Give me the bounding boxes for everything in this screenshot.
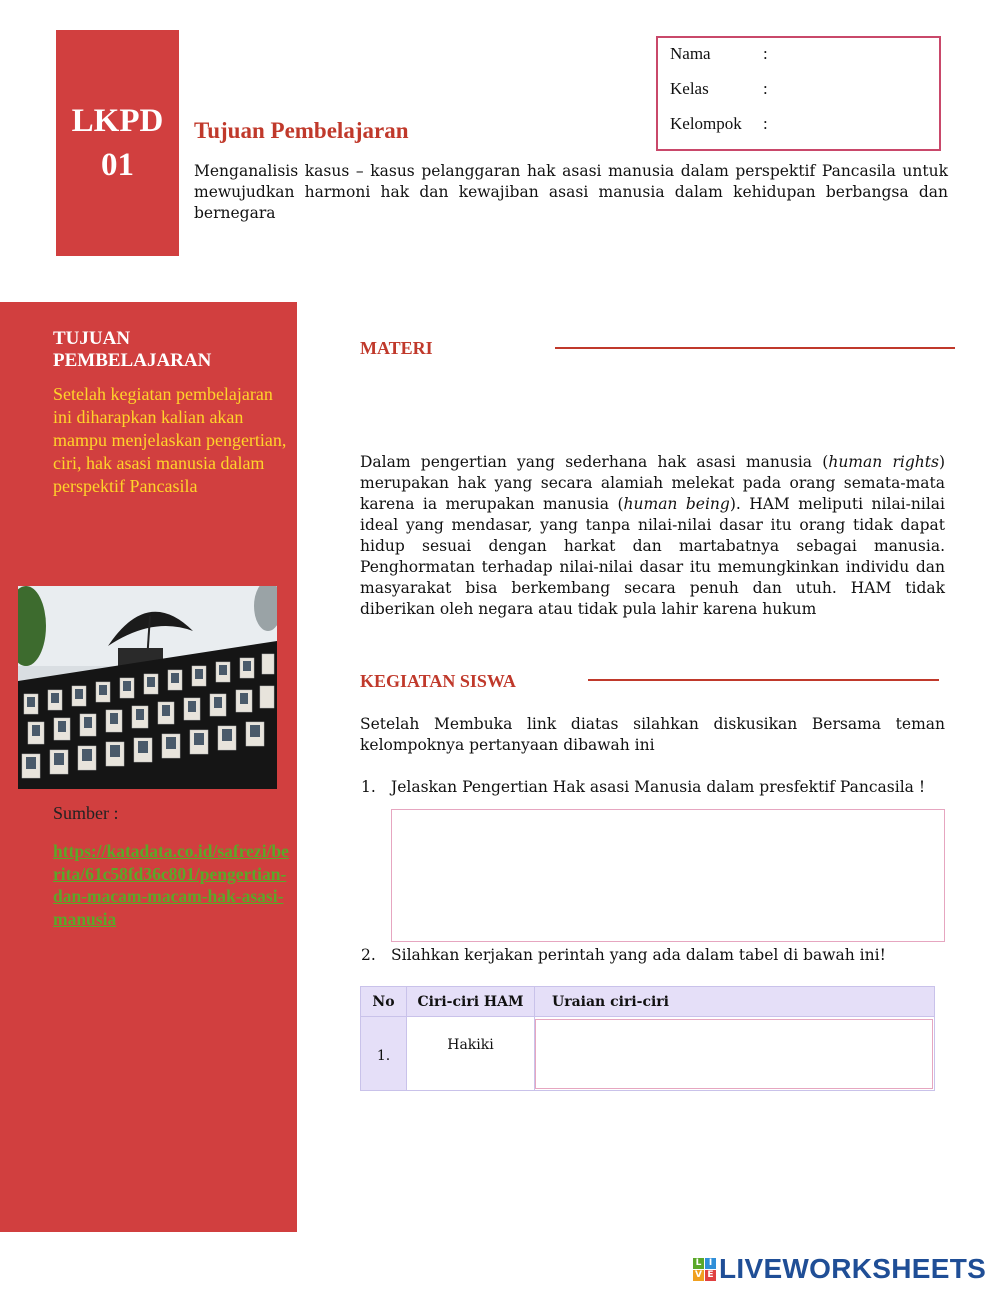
human-rights-photo	[18, 586, 277, 789]
page-title: Tujuan Pembelajaran	[194, 118, 409, 143]
student-identity-box	[656, 36, 941, 151]
name-colon: :	[763, 44, 768, 63]
materi-text-part1: Dalam pengertian yang sederhana hak asasi manusia (	[360, 453, 829, 471]
logo-text: LIVEWORKSHEETS	[719, 1253, 987, 1284]
materi-italic-term2: human being	[623, 495, 730, 513]
kegiatan-divider	[588, 679, 939, 681]
liveworksheets-logo	[693, 1253, 986, 1285]
group-label: Kelompok	[670, 114, 742, 133]
table-header-no: No	[360, 986, 407, 1017]
table-row-1-no: 1.	[360, 1016, 407, 1091]
question-2-text: Silahkan kerjakan perintah yang ada dalam tabel di bawah ini!	[391, 946, 886, 964]
table-row-1-uraian-cell	[534, 1016, 935, 1091]
materi-italic-term1: human rights	[828, 453, 939, 471]
lkpd-badge	[56, 30, 179, 256]
class-field[interactable]	[670, 79, 709, 99]
table-row-1-ciri: Hakiki	[406, 1016, 535, 1091]
table-row-1-uraian-input[interactable]	[535, 1019, 933, 1089]
lkpd-label: LKPD	[71, 103, 164, 139]
source-label: Sumber :	[53, 803, 119, 823]
learning-objective-text: Menganalisis kasus – kasus pelanggaran hak asasi manusia dalam perspektif Pancasila untuk mewujudkan harmoni hak dan kewajiban asasi manusia dalam kehidupan berbangsa dan bernegara	[194, 162, 948, 222]
kegiatan-heading: KEGIATAN SISWA	[360, 671, 516, 691]
class-label: Kelas	[670, 79, 709, 98]
logo-letter-v: V	[693, 1270, 704, 1281]
kegiatan-intro: Setelah Membuka link diatas silahkan diskusikan Bersama teman kelompoknya pertanyaan dibawah ini	[360, 715, 945, 754]
group-colon: :	[763, 114, 768, 133]
sidebar-objective-text: Setelah kegiatan pembelajaran ini diharapkan kalian akan mampu menjelaskan pengertian, ciri, hak asasi manusia dalam perspektif Pancasila	[53, 384, 287, 496]
ham-table	[360, 986, 935, 1091]
question-1-text: Jelaskan Pengertian Hak asasi Manusia dalam presfektif Pancasila !	[391, 778, 926, 796]
question-2-number: 2.	[361, 946, 376, 964]
logo-letter-e: E	[705, 1270, 716, 1281]
materi-paragraph	[360, 452, 945, 620]
sidebar-heading: TUJUAN PEMBELAJARAN	[53, 328, 212, 371]
table-header-uraian: Uraian ciri-ciri	[534, 986, 935, 1017]
logo-letter-l: L	[693, 1258, 704, 1269]
class-colon: :	[763, 79, 768, 98]
materi-text-part2: ) merupakan hak yang secara alamiah melekat pada orang semata-mata karena ia merupakan manusia (	[360, 453, 945, 513]
name-field[interactable]	[670, 44, 711, 64]
materi-text-part3: ). HAM meliputi nilai-nilai ideal yang mendasar, yang tanpa nilai-nilai dasar itu orang tidak dapat hidup sesuai dengan harkat dan martabatnya sebagai manusia. Penghormatan terhadap nilai-nilai dasar itu memungkinkan individu dan masyarakat bisa berkembang secara penuh dan utuh. HAM tidak diberikan oleh negara atau tidak pula lahir karena hukum	[360, 495, 945, 618]
source-link[interactable]: https://katadata.co.id/safrezi/berita/61c58fd36c801/pengertian-dan-macam-macam-hak-asasi-manusia	[53, 841, 289, 929]
lkpd-number: 01	[101, 147, 134, 183]
materi-divider	[555, 347, 955, 349]
logo-letter-i: I	[705, 1258, 716, 1269]
group-field[interactable]	[670, 114, 742, 134]
question-1-number: 1.	[361, 778, 376, 796]
answer-1-input[interactable]	[391, 809, 945, 942]
materi-heading: MATERI	[360, 338, 433, 358]
table-header-ciri: Ciri-ciri HAM	[406, 986, 535, 1017]
logo-live-icon	[693, 1258, 716, 1281]
photo-illustration	[18, 586, 277, 789]
name-label: Nama	[670, 44, 711, 63]
